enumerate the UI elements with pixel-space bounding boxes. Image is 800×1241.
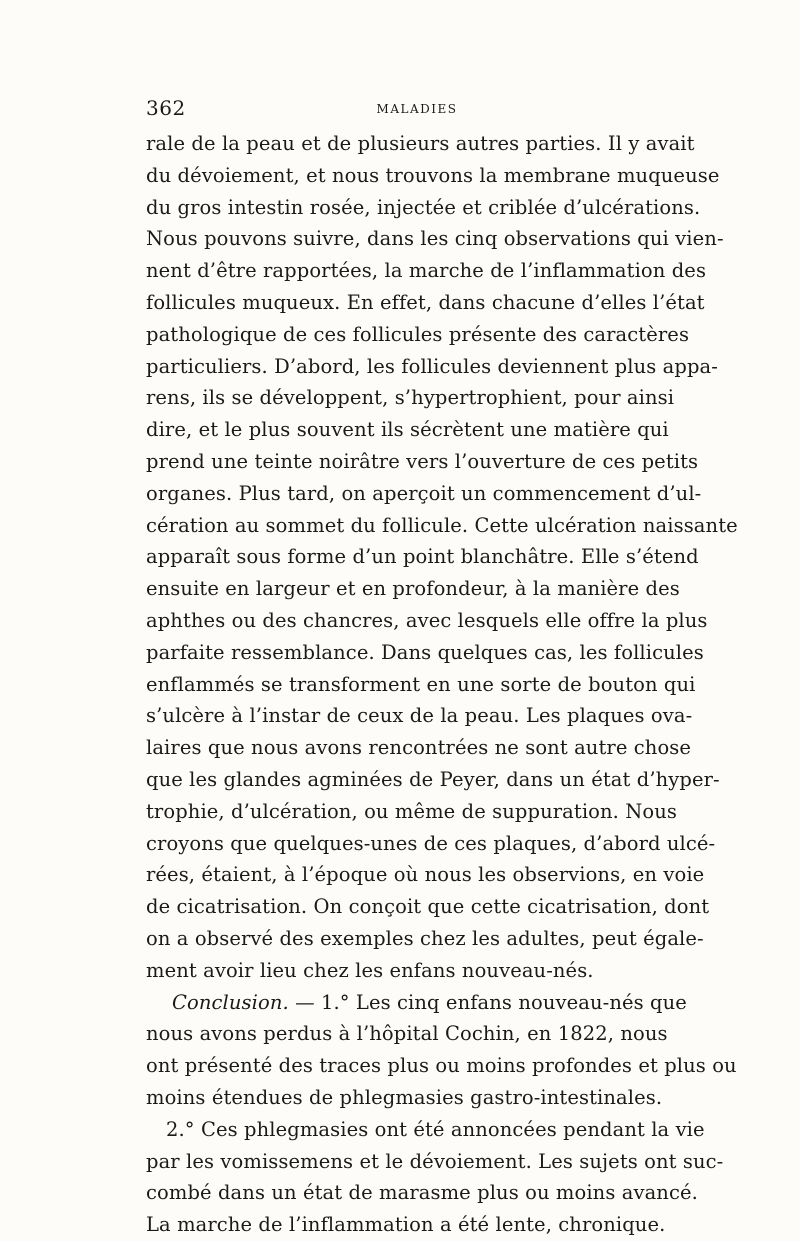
running-head: MALADIES <box>376 102 458 116</box>
text-line: La marche de l’inflammation a été lente, chronique. <box>146 1213 666 1237</box>
body-text <box>146 128 738 1241</box>
page-header <box>146 96 656 126</box>
text-line: enflammés se transforment en une sorte de bouton qui <box>146 672 696 696</box>
text-line: follicules muqueux. En effet, dans chacune d’elles l’état <box>146 290 705 314</box>
conclusion-line <box>146 987 687 1019</box>
text-line: aphthes ou des chancres, avec lesquels elle offre la plus <box>146 608 708 632</box>
text-line: du gros intestin rosée, injectée et criblée d’ulcérations. <box>146 195 701 219</box>
text-line: on a observé des exemples chez les adultes, peut égale- <box>146 926 704 950</box>
text-line: combé dans un état de marasme plus ou moins avancé. <box>146 1181 698 1205</box>
text-line: rale de la peau et de plusieurs autres parties. Il y avait <box>146 132 695 155</box>
text-line: ensuite en largeur et en profondeur, à la manière des <box>146 577 680 601</box>
text-line: nent d’être rapportées, la marche de l’inflammation des <box>146 259 707 283</box>
text-line: prend une teinte noirâtre vers l’ouverture de ces petits <box>146 449 699 473</box>
text-line: moins étendues de phlegmasies gastro-intestinales. <box>146 1085 663 1109</box>
text-line: rens, ils se développent, s’hypertrophient, pour ainsi <box>146 386 675 410</box>
text-line: organes. Plus tard, on aperçoit un commencement d’ul- <box>146 481 702 505</box>
text-line: que les glandes agminées de Peyer, dans un état d’hyper- <box>146 767 720 791</box>
text-line: particuliers. D’abord, les follicules deviennent plus appa- <box>146 354 718 378</box>
text-line: laires que nous avons rencontrées ne sont autre chose <box>146 736 692 760</box>
text-line: dire, et le plus souvent ils sécrètent une matière qui <box>146 418 669 442</box>
text-line: s’ulcère à l’instar de ceux de la peau. Les plaques ova- <box>146 704 693 728</box>
text-line: apparaît sous forme d’un point blanchâtre. Elle s’étend <box>146 545 699 569</box>
text-line: cération au sommet du follicule. Cette ulcération naissante <box>146 513 738 537</box>
text-line: par les vomissemens et le dévoiement. Les sujets ont suc- <box>146 1149 724 1173</box>
text-line: trophie, d’ulcération, ou même de suppuration. Nous <box>146 799 678 823</box>
text-line: pathologique de ces follicules présente des caractères <box>146 322 690 346</box>
text-line: ont présenté des traces plus ou moins profondes et plus ou <box>146 1054 737 1078</box>
text-line: Nous pouvons suivre, dans les cinq observations qui vien- <box>146 227 724 251</box>
text-line: rées, étaient, à l’époque où nous les observions, en voie <box>146 863 705 887</box>
text-line: ment avoir lieu chez les enfans nouveau-nés. <box>146 958 594 982</box>
text-line: parfaite ressemblance. Dans quelques cas, les follicules <box>146 640 704 664</box>
text-line: du dévoiement, et nous trouvons la membrane muqueuse <box>146 163 720 187</box>
text-line: 2.° Ces phlegmasies ont été annoncées pendant la vie <box>166 1117 705 1141</box>
page-number: 362 <box>146 96 186 120</box>
text-line: nous avons perdus à l’hôpital Cochin, en 1822, nous <box>146 1022 668 1046</box>
text-line: croyons que quelques-unes de ces plaques, d’abord ulcé- <box>146 831 716 855</box>
conclusion-text: — 1.° Les cinq enfans nouveau-nés que <box>288 990 687 1014</box>
conclusion-label: Conclusion. <box>172 990 289 1014</box>
text-line: de cicatrisation. On conçoit que cette cicatrisation, dont <box>146 895 710 919</box>
